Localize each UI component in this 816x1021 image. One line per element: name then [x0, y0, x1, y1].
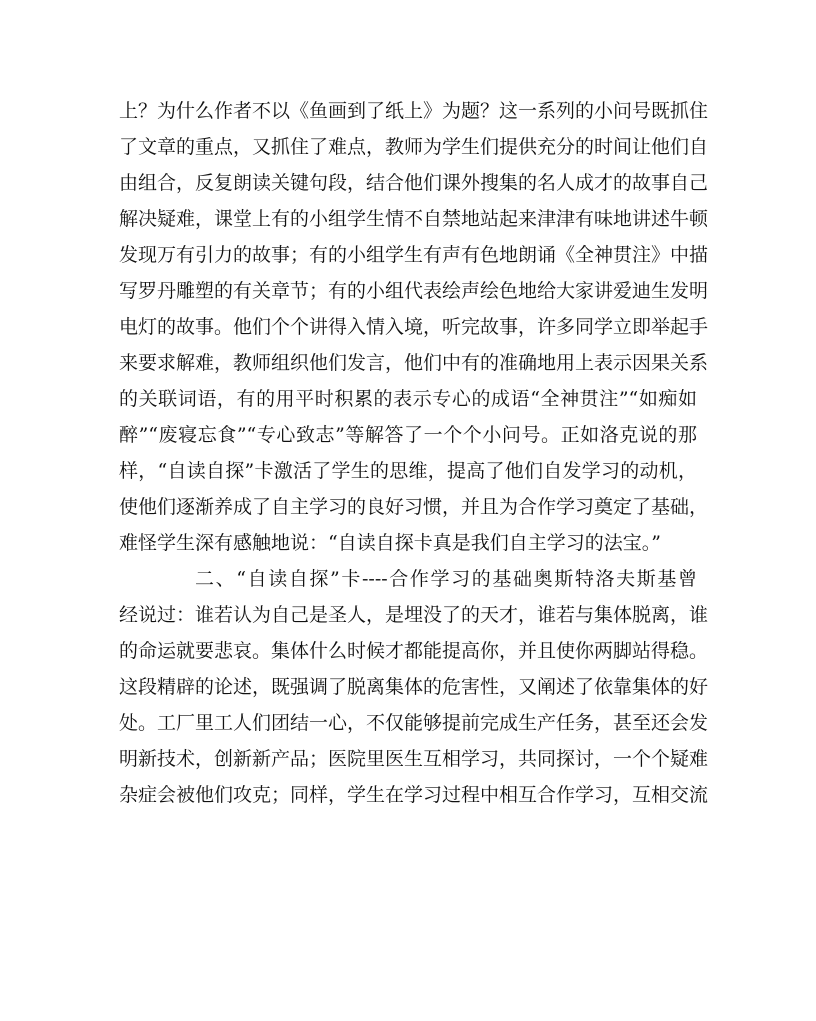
text-line: 处。工厂里工人们团结一心，不仅能够提前完成生产任务，甚至还会发: [119, 712, 709, 734]
text-line: 发现万有引力的故事；有的小组学生有声有色地朗诵《全神贯注》中描: [119, 244, 709, 266]
text-line: 经说过：谁若认为自己是圣人，是埋没了的天才，谁若与集体脱离，谁: [119, 604, 709, 626]
text-line: 电灯的故事。他们个个讲得入情入境，听完故事，许多同学立即举起手: [119, 316, 709, 338]
section-heading-line: 二、“自读自探”卡----合作学习的基础奥斯特洛夫斯基曾: [195, 568, 697, 590]
text-line: 了文章的重点，又抓住了难点，教师为学生们提供充分的时间让他们自: [119, 136, 709, 158]
text-line: 的关联词语，有的用平时积累的表示专心的成语“全神贯注”“如痴如: [119, 388, 697, 410]
text-line: 由组合，反复朗读关键句段，结合他们课外搜集的名人成才的故事自己: [119, 172, 709, 194]
text-line: 上？为什么作者不以《鱼画到了纸上》为题？这一系列的小问号既抓住: [119, 100, 709, 122]
body-text: [119, 93, 709, 813]
text-line: 杂症会被他们攻克；同样，学生在学习过程中相互合作学习，互相交流: [119, 784, 709, 806]
text-line: 这段精辟的论述，既强调了脱离集体的危害性，又阐述了依靠集体的好: [119, 676, 709, 698]
text-line: 明新技术，创新新产品；医院里医生互相学习，共同探讨，一个个疑难: [119, 748, 709, 770]
text-line: 写罗丹雕塑的有关章节；有的小组代表绘声绘色地给大家讲爱迪生发明: [119, 280, 709, 302]
paragraph-end-line: 难怪学生深有感触地说：“自读自探卡真是我们自主学习的法宝。”: [119, 532, 661, 554]
text-line: 来要求解难，教师组织他们发言，他们中有的准确地用上表示因果关系: [119, 352, 709, 374]
text-line: 解决疑难，课堂上有的小组学生情不自禁地站起来津津有味地讲述牛顿: [119, 208, 709, 230]
text-line: 的命运就要悲哀。集体什么时候才都能提高你，并且使你两脚站得稳。: [119, 640, 709, 662]
text-line: 使他们逐渐养成了自主学习的良好习惯，并且为合作学习奠定了基础，: [119, 496, 709, 518]
text-line: 醉”“废寝忘食”“专心致志”等解答了一个个小问号。正如洛克说的那: [119, 424, 697, 446]
text-line: 样，“自读自探”卡激活了学生的思维，提高了他们自发学习的动机，: [119, 460, 697, 482]
